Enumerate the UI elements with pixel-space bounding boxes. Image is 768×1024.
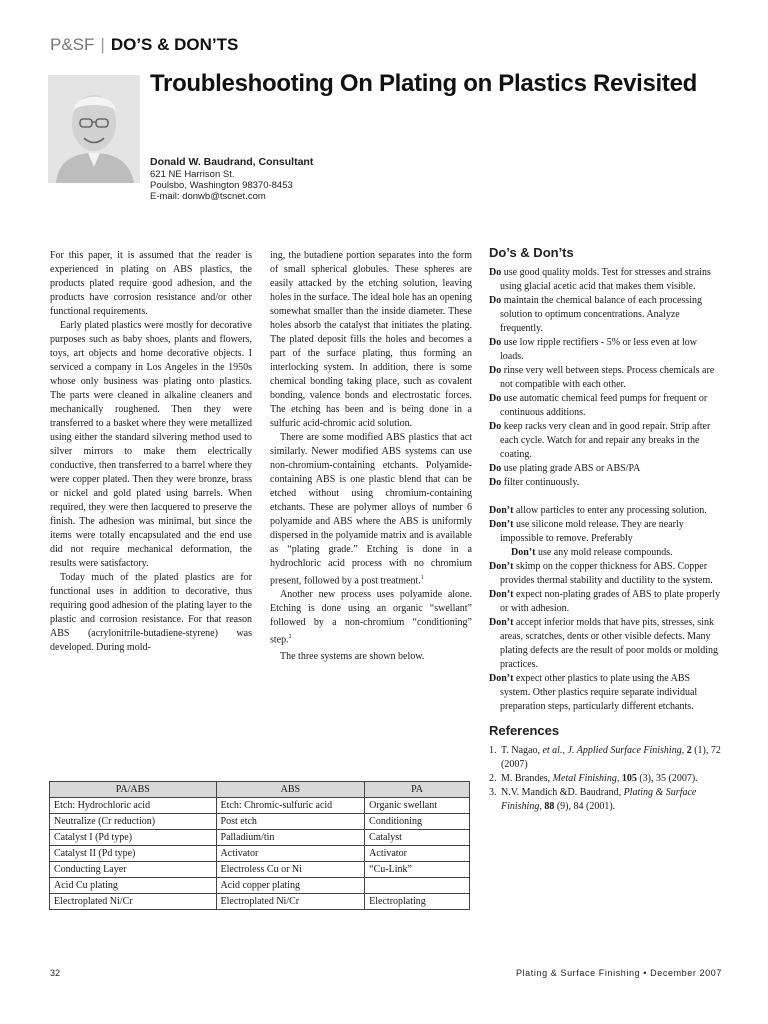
do-item bbox=[489, 364, 722, 392]
dos-list bbox=[489, 266, 722, 490]
reference-authors: T. Nagao, bbox=[501, 745, 543, 756]
do-text: use low ripple rectifiers - 5% or less even at low loads. bbox=[500, 337, 698, 362]
table-cell: Catalyst bbox=[365, 830, 470, 846]
do-keyword: Do bbox=[489, 421, 502, 432]
do-keyword: Do bbox=[489, 393, 502, 404]
do-item bbox=[489, 294, 722, 336]
paragraph bbox=[270, 431, 472, 588]
paragraph: Early plated plastics were mostly for decorative purposes such as baby shoes, plants and flowers, toys, art objects and home decorative objects. I serviced a company in Los Angeles in the 1950s whose only business was plating onto plastics. The parts were cleaned in alkaline cleaners and mechanically roughened. Then they were transferred to a basket where they were metallized using either the standard silvering method used to silver mirrors to make them electrically conductive, then transferred to a barrel where they were copper plated. Then they were bronze, brass or nickel and gold plated using barrels. When required, they were then lacquered to preserve the finish. The adhesion was minimal, but since the items were totally encapsulated and the end use did not require mechanical deformation, the results were satisfactory. bbox=[50, 320, 252, 569]
column-header: ABS bbox=[216, 782, 365, 798]
table-header-row bbox=[50, 782, 470, 798]
references-list bbox=[489, 744, 722, 814]
reference-authors: N.V. Mandich &D. Baudrand, bbox=[501, 787, 624, 798]
reference-text bbox=[501, 772, 722, 786]
table-cell: Neutralize (Cr reduction) bbox=[50, 814, 217, 830]
donts-list bbox=[489, 504, 722, 714]
table-row bbox=[50, 878, 470, 894]
sidebar-column bbox=[489, 246, 722, 814]
body-column-2 bbox=[270, 249, 472, 664]
header-divider: | bbox=[100, 35, 105, 54]
paragraph: ing, the butadiene portion separates into the form of small spherical globules. These spheres are easily attacked by the etching solution, leaving holes in the surface. The ideal hole has an opening somewhat smaller than the inside diameter. These holes absorb the catalyst that initiates the plating. The plated deposit fills the holes and becomes a part of the surface plating, thus forming an interlocking system. In addition, there is some chemical bonding taking place, such as covalent bonding, valence bonds and electrostatic forces. The etching has been and is being done in a sulfuric acid-chromic acid solution. bbox=[270, 250, 472, 429]
dont-keyword: Don’t bbox=[489, 561, 514, 572]
footnote-marker: 1 bbox=[420, 575, 424, 581]
dont-text: expect non-plating grades of ABS to plate properly or with adhesion. bbox=[500, 589, 721, 614]
reference-volume: 105 bbox=[621, 773, 637, 784]
journal-abbrev: P&SF bbox=[50, 35, 95, 54]
process-systems-table bbox=[49, 781, 470, 910]
publication-footer: Plating & Surface Finishing • December 2007 bbox=[515, 968, 722, 978]
do-text: use good quality molds. Test for stresses and strains using glacial acetic acid that makes them visible. bbox=[500, 267, 711, 292]
running-header bbox=[50, 35, 238, 55]
paragraph: Today much of the plated plastics are for functional uses in addition to decorative, thus requiring good adhesion of the plating layer to the plastic and corrosion resistance. For that reason ABS (acrylonitrile-butadiene-styrene) was developed. During mold- bbox=[50, 572, 252, 653]
author-street: 621 NE Harrison St. bbox=[150, 169, 235, 180]
table-cell: Electroless Cu or Ni bbox=[216, 862, 365, 878]
author-photo bbox=[48, 75, 140, 183]
column-header: PA bbox=[365, 782, 470, 798]
reference-authors: M. Brandes, bbox=[501, 773, 553, 784]
references-heading: References bbox=[489, 723, 560, 738]
dont-keyword: Don’t bbox=[489, 589, 514, 600]
do-text: rinse very well between steps. Process chemicals are not compatible with each other. bbox=[500, 365, 715, 390]
dont-text: use silicone mold release. They are nearly impossible to remove. Preferably bbox=[500, 519, 684, 544]
do-item bbox=[489, 476, 722, 490]
author-name: Donald W. Baudrand, Consultant bbox=[150, 156, 314, 168]
dont-item bbox=[489, 616, 722, 672]
table-cell: Acid Cu plating bbox=[50, 878, 217, 894]
dont-keyword: Don’t bbox=[489, 505, 514, 516]
page-number: 32 bbox=[50, 968, 61, 978]
reference-journal: Metal Finishing bbox=[552, 773, 617, 784]
dos-donts-heading: Do’s & Don’ts bbox=[489, 245, 574, 260]
table-cell: Electroplated Ni/Cr bbox=[50, 894, 217, 910]
do-item bbox=[489, 420, 722, 462]
paragraph-text: Another new process uses polyamide alone. Etching is done using an organic “swellant” followed by a non-chromium “conditioning” step. bbox=[270, 589, 472, 646]
reference-separator: , bbox=[616, 773, 622, 784]
do-item bbox=[489, 336, 722, 364]
reference-text bbox=[501, 744, 722, 772]
do-item bbox=[489, 392, 722, 420]
paragraph: For this paper, it is assumed that the reader is experienced in plating on ABS plastics, the products plated require good adhesion, and the products have corrosion resistance and/or other functional requirements. bbox=[50, 250, 252, 317]
reference-volume: 88 bbox=[544, 801, 555, 812]
do-item bbox=[489, 462, 722, 476]
table-cell: Etch: Hydrochloric acid bbox=[50, 798, 217, 814]
table-cell: “Cu-Link” bbox=[365, 862, 470, 878]
footnote-marker: 2 bbox=[288, 634, 292, 641]
table-row bbox=[50, 846, 470, 862]
reference-item bbox=[489, 772, 722, 786]
author-portrait-image bbox=[48, 75, 140, 183]
dont-text: accept inferior molds that have pits, stresses, sink areas, scratches, dents or other visible defects. Many plating defects are the result of poor molds or molding practices. bbox=[500, 617, 719, 670]
table-row bbox=[50, 894, 470, 910]
dont-keyword: Don’t bbox=[489, 673, 514, 684]
table-cell: Electroplated Ni/Cr bbox=[216, 894, 365, 910]
dont-item bbox=[489, 588, 722, 616]
dont-text: allow particles to enter any processing solution. bbox=[515, 505, 707, 516]
reference-number: 3. bbox=[489, 787, 497, 798]
table-cell: Activator bbox=[365, 846, 470, 862]
do-keyword: Do bbox=[489, 337, 502, 348]
table-cell: Organic swellant bbox=[365, 798, 470, 814]
table-cell: Post etch bbox=[216, 814, 365, 830]
reference-item bbox=[489, 744, 722, 772]
reference-details: (3), 35 (2007). bbox=[636, 773, 698, 784]
do-text: keep racks very clean and in good repair. Strip after each cycle. Watch for and repair any breaks in the coating. bbox=[500, 421, 711, 460]
reference-separator: , bbox=[681, 745, 687, 756]
table-row bbox=[50, 862, 470, 878]
do-keyword: Do bbox=[489, 477, 502, 488]
reference-separator: , bbox=[539, 801, 545, 812]
reference-details: (9), 84 (2001). bbox=[554, 801, 616, 812]
article-title: Troubleshooting On Plating on Plastics Revisited bbox=[150, 70, 698, 97]
do-keyword: Do bbox=[489, 463, 502, 474]
table-cell: Catalyst I (Pd type) bbox=[50, 830, 217, 846]
do-text: use plating grade ABS or ABS/PA bbox=[503, 463, 641, 474]
do-keyword: Do bbox=[489, 295, 502, 306]
paragraph bbox=[270, 588, 472, 647]
dont-keyword: Don’t bbox=[489, 519, 514, 530]
do-item bbox=[489, 266, 722, 294]
reference-details: (1), 72 (2007) bbox=[501, 745, 721, 770]
column-header: PA/ABS bbox=[50, 782, 217, 798]
dont-text: skimp on the copper thickness for ABS. Copper provides thermal stability and ductility to the system. bbox=[500, 561, 713, 586]
do-keyword: Do bbox=[489, 267, 502, 278]
table-cell: Activator bbox=[216, 846, 365, 862]
reference-separator: , bbox=[562, 745, 568, 756]
author-email: E-mail: donwb@tscnet.com bbox=[150, 191, 266, 202]
table-row bbox=[50, 798, 470, 814]
dont-item bbox=[489, 518, 722, 560]
do-keyword: Do bbox=[489, 365, 502, 376]
references-section bbox=[489, 724, 722, 814]
reference-text bbox=[501, 786, 722, 814]
reference-etal: et al. bbox=[542, 745, 563, 756]
table-cell: Conditioning bbox=[365, 814, 470, 830]
do-text: use automatic chemical feed pumps for frequent or continuous additions. bbox=[500, 393, 708, 418]
do-text: maintain the chemical balance of each processing solution to optimum concentrations. Analyze frequently. bbox=[500, 295, 702, 334]
dont-text: use any mold release compounds. bbox=[537, 547, 673, 558]
reference-journal: Plating & Surface Finishing bbox=[501, 787, 697, 812]
table-cell: Catalyst II (Pd type) bbox=[50, 846, 217, 862]
dont-item bbox=[489, 672, 722, 714]
reference-journal: J. Applied Surface Finishing bbox=[567, 745, 682, 756]
reference-number: 1. bbox=[489, 745, 497, 756]
reference-item bbox=[489, 786, 722, 814]
author-block bbox=[150, 156, 313, 202]
dont-item bbox=[489, 560, 722, 588]
table-cell bbox=[365, 878, 470, 894]
dont-keyword: Don’t bbox=[489, 617, 514, 628]
table-row bbox=[50, 830, 470, 846]
table-cell: Etch: Chromic-sulfuric acid bbox=[216, 798, 365, 814]
table-cell: Palladium/tin bbox=[216, 830, 365, 846]
reference-volume: 2 bbox=[686, 745, 692, 756]
paragraph: The three systems are shown below. bbox=[280, 650, 425, 662]
section-name: DO’S & DON’TS bbox=[110, 35, 239, 54]
table-cell: Acid copper plating bbox=[216, 878, 365, 894]
reference-number: 2. bbox=[489, 773, 497, 784]
dont-text: expect other plastics to plate using the ABS system. Other plastics require separate individual preparation steps, particularly different etchants. bbox=[500, 673, 698, 712]
dont-item bbox=[489, 504, 722, 518]
table-row bbox=[50, 814, 470, 830]
author-city: Poulsbo, Washington 98370-8453 bbox=[150, 180, 293, 191]
do-text: filter continuously. bbox=[503, 477, 580, 488]
dont-keyword: Don’t bbox=[511, 547, 536, 558]
paragraph-text: There are some modified ABS plastics that act similarly. Newer modified ABS systems can use non-chromium-containing etchants. Polyamide-containing ABS is one plastic blend that can be etched without using chromium-containing etchants. These are polymer alloys of number 6 polyamide and ABS where the ABS is uniformly dispersed in the polyamide matrix and is available as “plating grade.” Etching is done in a hydrochloric acid process with no chromium present, followed by a post treatment. bbox=[270, 432, 472, 587]
table-cell: Conducting Layer bbox=[50, 862, 217, 878]
body-column-1 bbox=[50, 249, 252, 655]
table-cell: Electroplating bbox=[365, 894, 470, 910]
